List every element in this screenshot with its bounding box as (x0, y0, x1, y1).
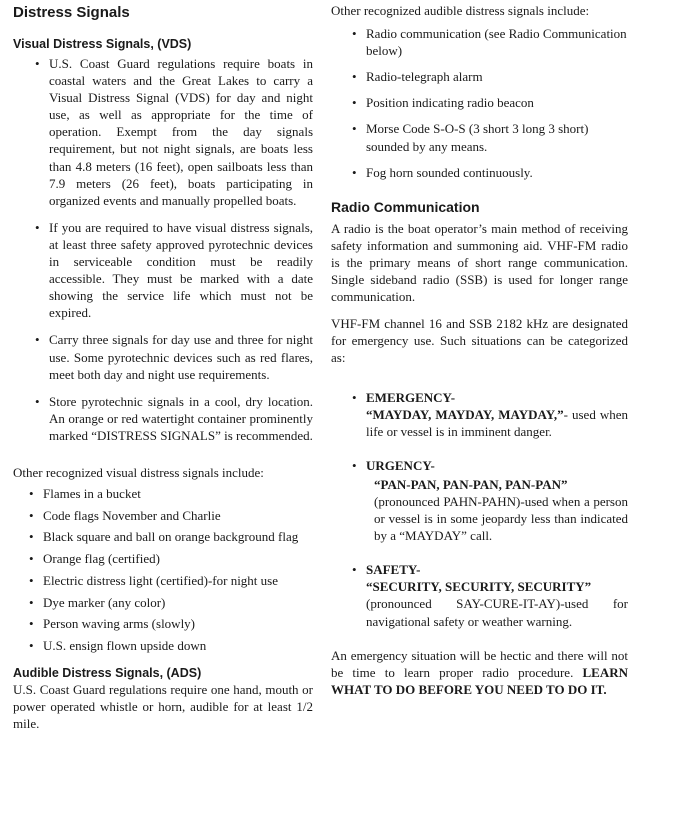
audible-list (331, 25, 628, 181)
page-title: Distress Signals (13, 4, 130, 21)
category-urgency (331, 457, 628, 544)
list-item: • Electric distress light (certified)-for night use (13, 572, 313, 589)
radio-paragraph-2: VHF-FM channel 16 and SSB 2182 kHz are designated for emergency use. Such situations can be categorized as: (331, 316, 628, 366)
category-desc: (pronounced PAHN-PAHN)-used when a person or vessel is in some jeopardy less than indicated by a “MAYDAY” call. (374, 493, 628, 544)
left-column (13, 0, 313, 732)
closing-paragraph (331, 647, 628, 698)
ads-heading: Audible Distress Signals, (ADS) (13, 665, 202, 680)
category-emergency (331, 389, 628, 440)
category-call: “SECURITY, SECURITY, SECURITY” (366, 579, 592, 595)
list-item: • U.S. Coast Guard regulations require boats in coastal waters and the Great Lakes to carry a Visual Distress Signal (VDS) for day and night use, as well as appropriate for the time of operation. Exempt from the day signals requirement, but not night signals, are boats less than 4.8 meters (16 feet), open sailboats less than 7.9 meters (26 feet), boats participating in organized events and manually propelled boats. (13, 55, 313, 209)
list-item: • Fog horn sounded continuously. (331, 164, 628, 181)
list-item: • Radio communication (see Radio Communication below) (331, 25, 628, 59)
list-item: • Orange flag (certified) (13, 550, 313, 567)
list-item: • Person waving arms (slowly) (13, 615, 313, 632)
category-safety (331, 561, 628, 629)
category-desc: - used when life or vessel is in imminent danger. (366, 406, 628, 439)
list-item: • Store pyrotechnic signals in a cool, dry location. An orange or red watertight container prominently marked “DISTRESS SIGNALS” is recommended. (13, 393, 313, 444)
radio-heading: Radio Communication (331, 198, 480, 215)
list-item: • Flames in a bucket (13, 485, 313, 502)
audible-intro: Other recognized audible distress signals include: (331, 3, 590, 18)
vds-list (13, 55, 313, 444)
vds-heading: Visual Distress Signals, (VDS) (13, 37, 192, 51)
list-item: • Morse Code S-O-S (3 short 3 long 3 short) sounded by any means. (331, 120, 628, 154)
category-call: “MAYDAY, MAYDAY, MAYDAY,” (366, 406, 564, 422)
category-label: • EMERGENCY- (366, 389, 456, 405)
other-visual-list (13, 485, 313, 654)
category-label: • SAFETY- (366, 562, 421, 578)
ads-text: U.S. Coast Guard regulations require one hand, mouth or power operated whistle or horn, audible for at least 1/2 mile. (13, 681, 313, 732)
closing-emphasis: LEARN WHAT TO DO BEFORE YOU NEED TO DO IT. (331, 664, 628, 697)
category-label: • URGENCY- (366, 457, 435, 473)
radio-paragraph-1: A radio is the boat operator’s main method of receiving safety information and summoning aid. VHF-FM radio is the primary means of short range communication. Single sideband radio (SSB) is used for longer range communication. (331, 220, 628, 305)
list-item: • If you are required to have visual distress signals, at least three safety approved pyrotechnic devices in serviceable condition must be readily accessible. They must be marked with a date showing the service life which must not be expired. (13, 219, 313, 322)
list-item: • Radio-telegraph alarm (331, 68, 628, 85)
list-item: • Dye marker (any color) (13, 594, 313, 611)
category-desc: (pronounced SAY-CURE-IT-AY)-used for navigational safety or weather warning. (366, 596, 628, 629)
list-item: • Code flags November and Charlie (13, 507, 313, 524)
category-call: “PAN-PAN, PAN-PAN, PAN-PAN” (374, 476, 568, 492)
list-item: • Position indicating radio beacon (331, 94, 628, 111)
category-list (331, 389, 628, 630)
closing-text: An emergency situation will be hectic and there will not be time to learn proper radio procedure. (331, 647, 628, 680)
list-item: • U.S. ensign flown upside down (13, 637, 313, 654)
list-item: • Carry three signals for day use and three for night use. Some pyrotechnic devices such as red flares, meet both day and night use requirements. (13, 331, 313, 382)
list-item: • Black square and ball on orange background flag (13, 528, 313, 545)
other-visual-intro: Other recognized visual distress signals include: (13, 464, 264, 480)
right-column (331, 0, 628, 698)
